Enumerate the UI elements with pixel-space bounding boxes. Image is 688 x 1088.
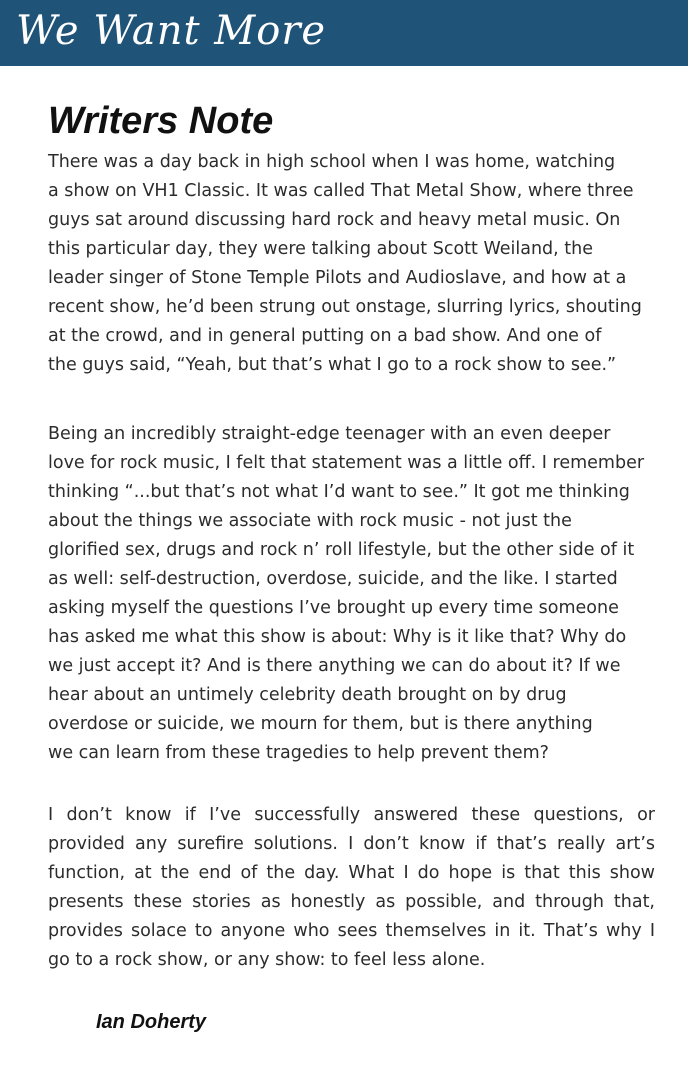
paragraph-3 xyxy=(48,801,655,975)
paragraph-2 xyxy=(48,420,644,768)
paragraph-line: provides solace to anyone who sees themselves in it. That’s why I xyxy=(48,921,655,941)
paragraph-line: function, at the end of the day. What I do hope is that this show xyxy=(48,863,655,883)
paragraph-1 xyxy=(48,148,642,380)
paragraph-line: has asked me what this show is about: Why is it like that? Why do xyxy=(48,627,627,647)
banner-title: We Want More xyxy=(16,8,327,54)
paragraph-line: this particular day, they were talking about Scott Weiland, the xyxy=(48,239,593,259)
paragraph-line: guys sat around discussing hard rock and heavy metal music. On xyxy=(48,210,621,230)
paragraph-line: asking myself the questions I’ve brought up every time someone xyxy=(48,598,619,618)
paragraph-line: Being an incredibly straight-edge teenager with an even deeper xyxy=(48,424,611,444)
paragraph-line: provided any surefire solutions. I don’t know if that’s really art’s xyxy=(48,834,655,854)
paragraph-line: we just accept it? And is there anything we can do about it? If we xyxy=(48,656,621,676)
paragraph-line: There was a day back in high school when I was home, watching xyxy=(48,152,616,172)
paragraph-line: go to a rock show, or any show: to feel less alone. xyxy=(48,950,486,970)
paragraph-line: I don’t know if I’ve successfully answered these questions, or xyxy=(48,805,655,825)
paragraph-line: glorified sex, drugs and rock n’ roll lifestyle, but the other side of it xyxy=(48,540,635,560)
paragraph-line: recent show, he’d been strung out onstage, slurring lyrics, shouting xyxy=(48,297,642,317)
paragraph-line: leader singer of Stone Temple Pilots and Audioslave, and how at a xyxy=(48,268,627,288)
paragraph-line: as well: self-destruction, overdose, suicide, and the like. I started xyxy=(48,569,618,589)
paragraph-line: the guys said, “Yeah, but that’s what I go to a rock show to see.” xyxy=(48,355,617,375)
header-banner xyxy=(0,0,688,66)
paragraph-line: about the things we associate with rock music - not just the xyxy=(48,511,572,531)
paragraph-line: presents these stories as honestly as possible, and through that, xyxy=(48,892,655,912)
paragraph-line: overdose or suicide, we mourn for them, but is there anything xyxy=(48,714,593,734)
paragraph-line: we can learn from these tragedies to help prevent them? xyxy=(48,743,549,763)
author-signature: Ian Doherty xyxy=(96,1011,207,1033)
paragraph-line: thinking “...but that’s not what I’d want to see.” It got me thinking xyxy=(48,482,630,502)
paragraph-line: a show on VH1 Classic. It was called That Metal Show, where three xyxy=(48,181,634,201)
paragraph-line: hear about an untimely celebrity death brought on by drug xyxy=(48,685,567,705)
paragraph-line: at the crowd, and in general putting on a bad show. And one of xyxy=(48,326,602,346)
page-title: Writers Note xyxy=(48,100,274,142)
paragraph-line: love for rock music, I felt that statement was a little off. I remember xyxy=(48,453,645,473)
